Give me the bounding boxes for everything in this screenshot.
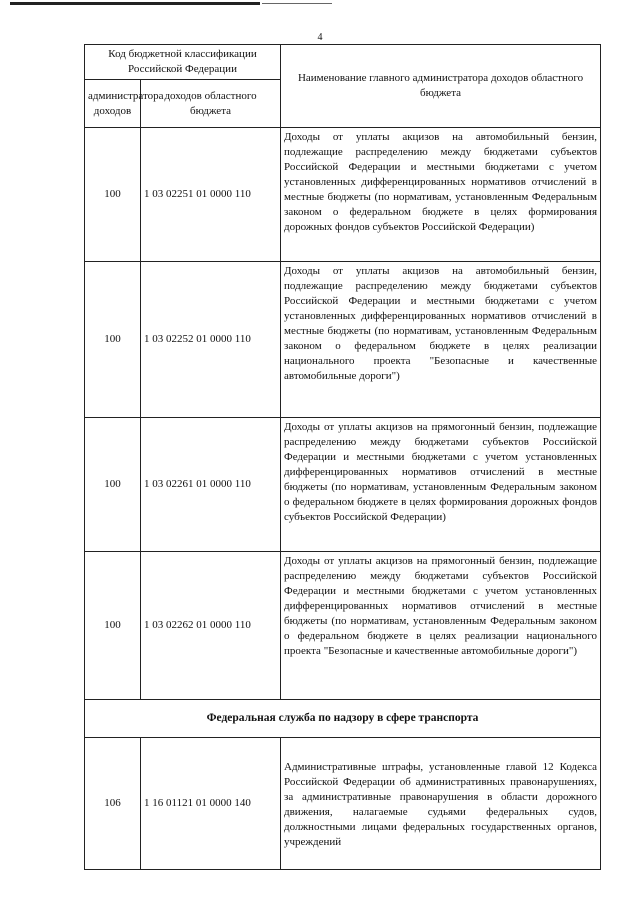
header-administrator-code: администратора доходов: [85, 80, 141, 128]
page-number: 4: [317, 32, 323, 43]
income-code-cell: 1 03 02262 01 0000 110: [141, 552, 281, 700]
header-administrator-name: Наименование главного администратора доходов областного бюджета: [281, 45, 601, 128]
budget-classification-table: [84, 44, 601, 870]
description-cell: Доходы от уплаты акцизов на автомобильный бензин, подлежащие распределению между бюджетами субъектов Российской Федерации и местными бюджетами с учетом установленных дифференцированных нормативов отчислений в местные бюджеты (по нормативам, установленным Федеральным законом о федеральном бюджете в целях реализации национального проекта "Безопасные и качественные автомобильные дороги"): [281, 262, 601, 418]
section-title: Федеральная служба по надзору в сфере транспорта: [85, 700, 601, 738]
admin-code-cell: 100: [85, 552, 141, 700]
header-budget-code-group: Код бюджетной классификации Российской Федерации: [85, 45, 281, 80]
table-row: [85, 128, 601, 262]
description-cell: Доходы от уплаты акцизов на автомобильный бензин, подлежащие распределению между бюджетами субъектов Российской Федерации и местными бюджетами с учетом установленных дифференцированных нормативов отчислений в местные бюджеты (по нормативам, установленным Федеральным законом о федеральном бюджете в целях формирования дорожных фондов субъектов Российской Федерации): [281, 128, 601, 262]
description-cell: Доходы от уплаты акцизов на прямогонный бензин, подлежащие распределению между бюджетами субъектов Российской Федерации и местными бюджетами с учетом установленных дифференцированных нормативов отчислений в местные бюджеты (по нормативам, установленным Федеральным законом о федеральном бюджете в целях реализации национального проекта "Безопасные и качественные автомобильные дороги"): [281, 552, 601, 700]
section-row: [85, 700, 601, 738]
income-code-cell: 1 03 02252 01 0000 110: [141, 262, 281, 418]
admin-code-cell: 106: [85, 738, 141, 870]
table-row: [85, 418, 601, 552]
scan-artifact-line: [262, 3, 332, 4]
table-row: [85, 738, 601, 870]
scan-artifact-line: [10, 2, 260, 5]
table-row: [85, 552, 601, 700]
admin-code-cell: 100: [85, 128, 141, 262]
table-row: [85, 262, 601, 418]
header-income-code: доходов областного бюджета: [141, 80, 281, 128]
description-cell: Административные штрафы, установленные главой 12 Кодекса Российской Федерации об административных правонарушениях, за административные правонарушения в области дорожного движения, налагаемые судьями федеральных судов, должностными лицами федеральных государственных органов, учреждений: [281, 738, 601, 870]
description-cell: Доходы от уплаты акцизов на прямогонный бензин, подлежащие распределению между бюджетами субъектов Российской Федерации и местными бюджетами с учетом установленных дифференцированных нормативов отчислений в местные бюджеты (по нормативам, установленным Федеральным законом о федеральном бюджете в целях формирования дорожных фондов субъектов Российской Федерации): [281, 418, 601, 552]
admin-code-cell: 100: [85, 262, 141, 418]
admin-code-cell: 100: [85, 418, 141, 552]
header-row-group: [85, 45, 601, 80]
income-code-cell: 1 03 02261 01 0000 110: [141, 418, 281, 552]
income-code-cell: 1 16 01121 01 0000 140: [141, 738, 281, 870]
income-code-cell: 1 03 02251 01 0000 110: [141, 128, 281, 262]
